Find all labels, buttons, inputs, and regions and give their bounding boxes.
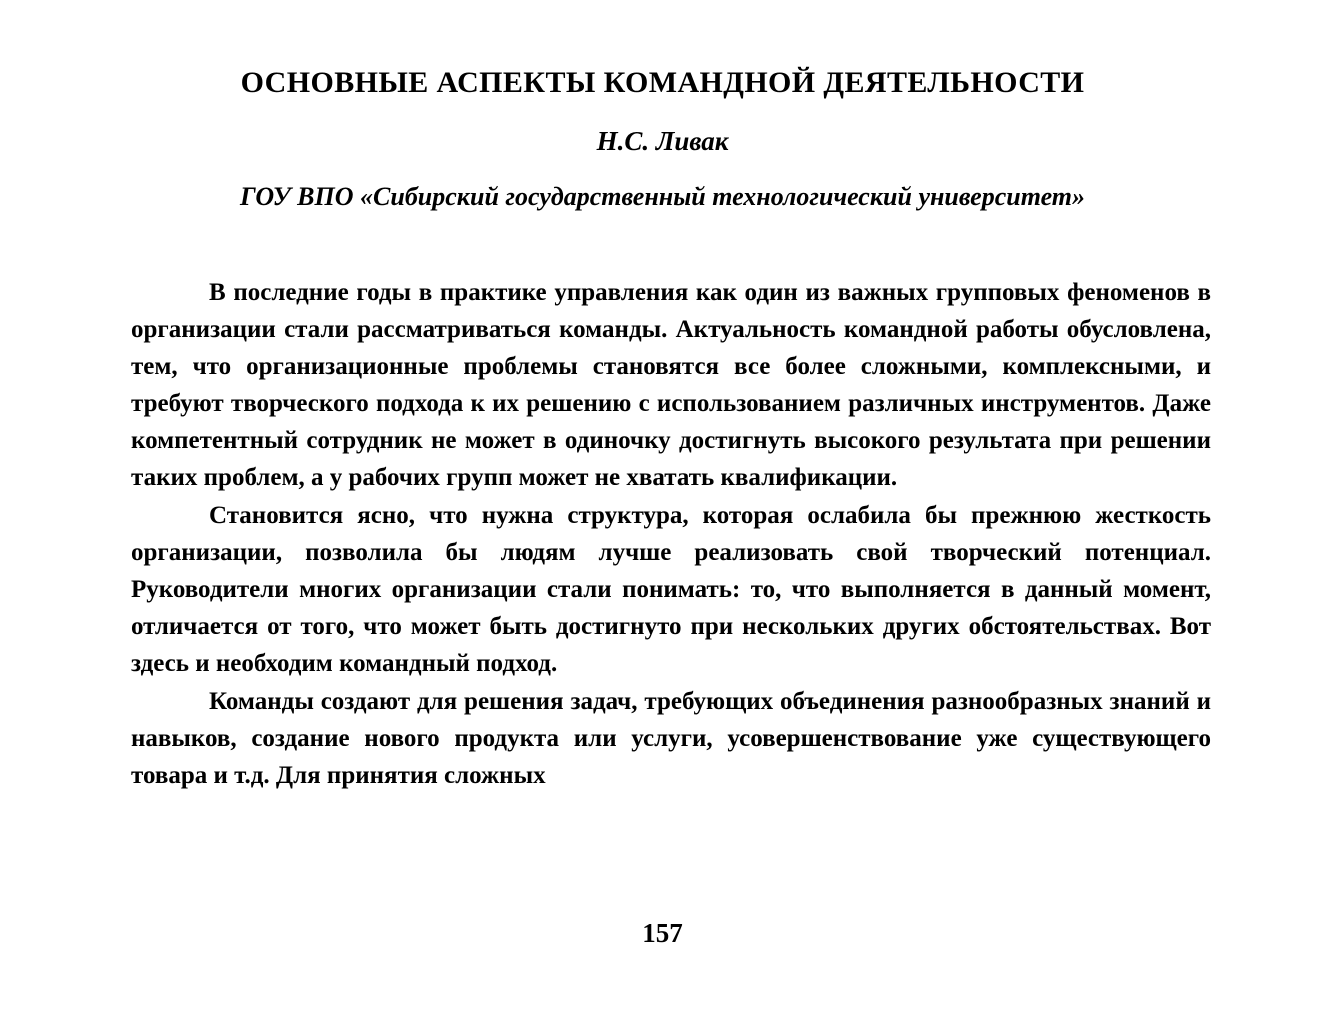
author-name: Н.С. Ливак xyxy=(596,126,729,156)
body-paragraph: В последние годы в практике управления как один из важных групповых феноменов в организации стали рассматриваться команды. Актуальность командной работы обусловлена, тем, что организационные проблемы становятся все более сложными, комплексными, и требуют творческого подхода к их решению с использованием различных инструментов. Даже компетентный сотрудник не может в одиночку достигнуть высокого результата при решении таких проблем, а у рабочих групп может не хватать квалификации. xyxy=(131,279,1211,491)
body-paragraph: Становится ясно, что нужна структура, которая ослабила бы прежнюю жесткость организации, позволила бы людям лучше реализовать свой творческий потенциал. Руководители многих организации стали понимать: то, что выполняется в данный момент, отличается от того, что может быть достигнуто при нескольких других обстоятельствах. Вот здесь и необходим командный подход. xyxy=(131,502,1211,677)
body-paragraph: Команды создают для решения задач, требующих объединения разнообразных знаний и навыков, создание нового продукта или услуги, усовершенствование уже существующего товара и т.д. Для принятия сложных xyxy=(131,688,1211,789)
author-affiliation: ГОУ ВПО «Сибирский государственный технологический университет» xyxy=(239,182,1086,211)
article-title: ОСНОВНЫЕ АСПЕКТЫ КОМАНДНОЙ ДЕЯТЕЛЬНОСТИ xyxy=(240,66,1085,99)
page-number: 157 xyxy=(642,918,683,948)
article-body xyxy=(131,274,1211,794)
